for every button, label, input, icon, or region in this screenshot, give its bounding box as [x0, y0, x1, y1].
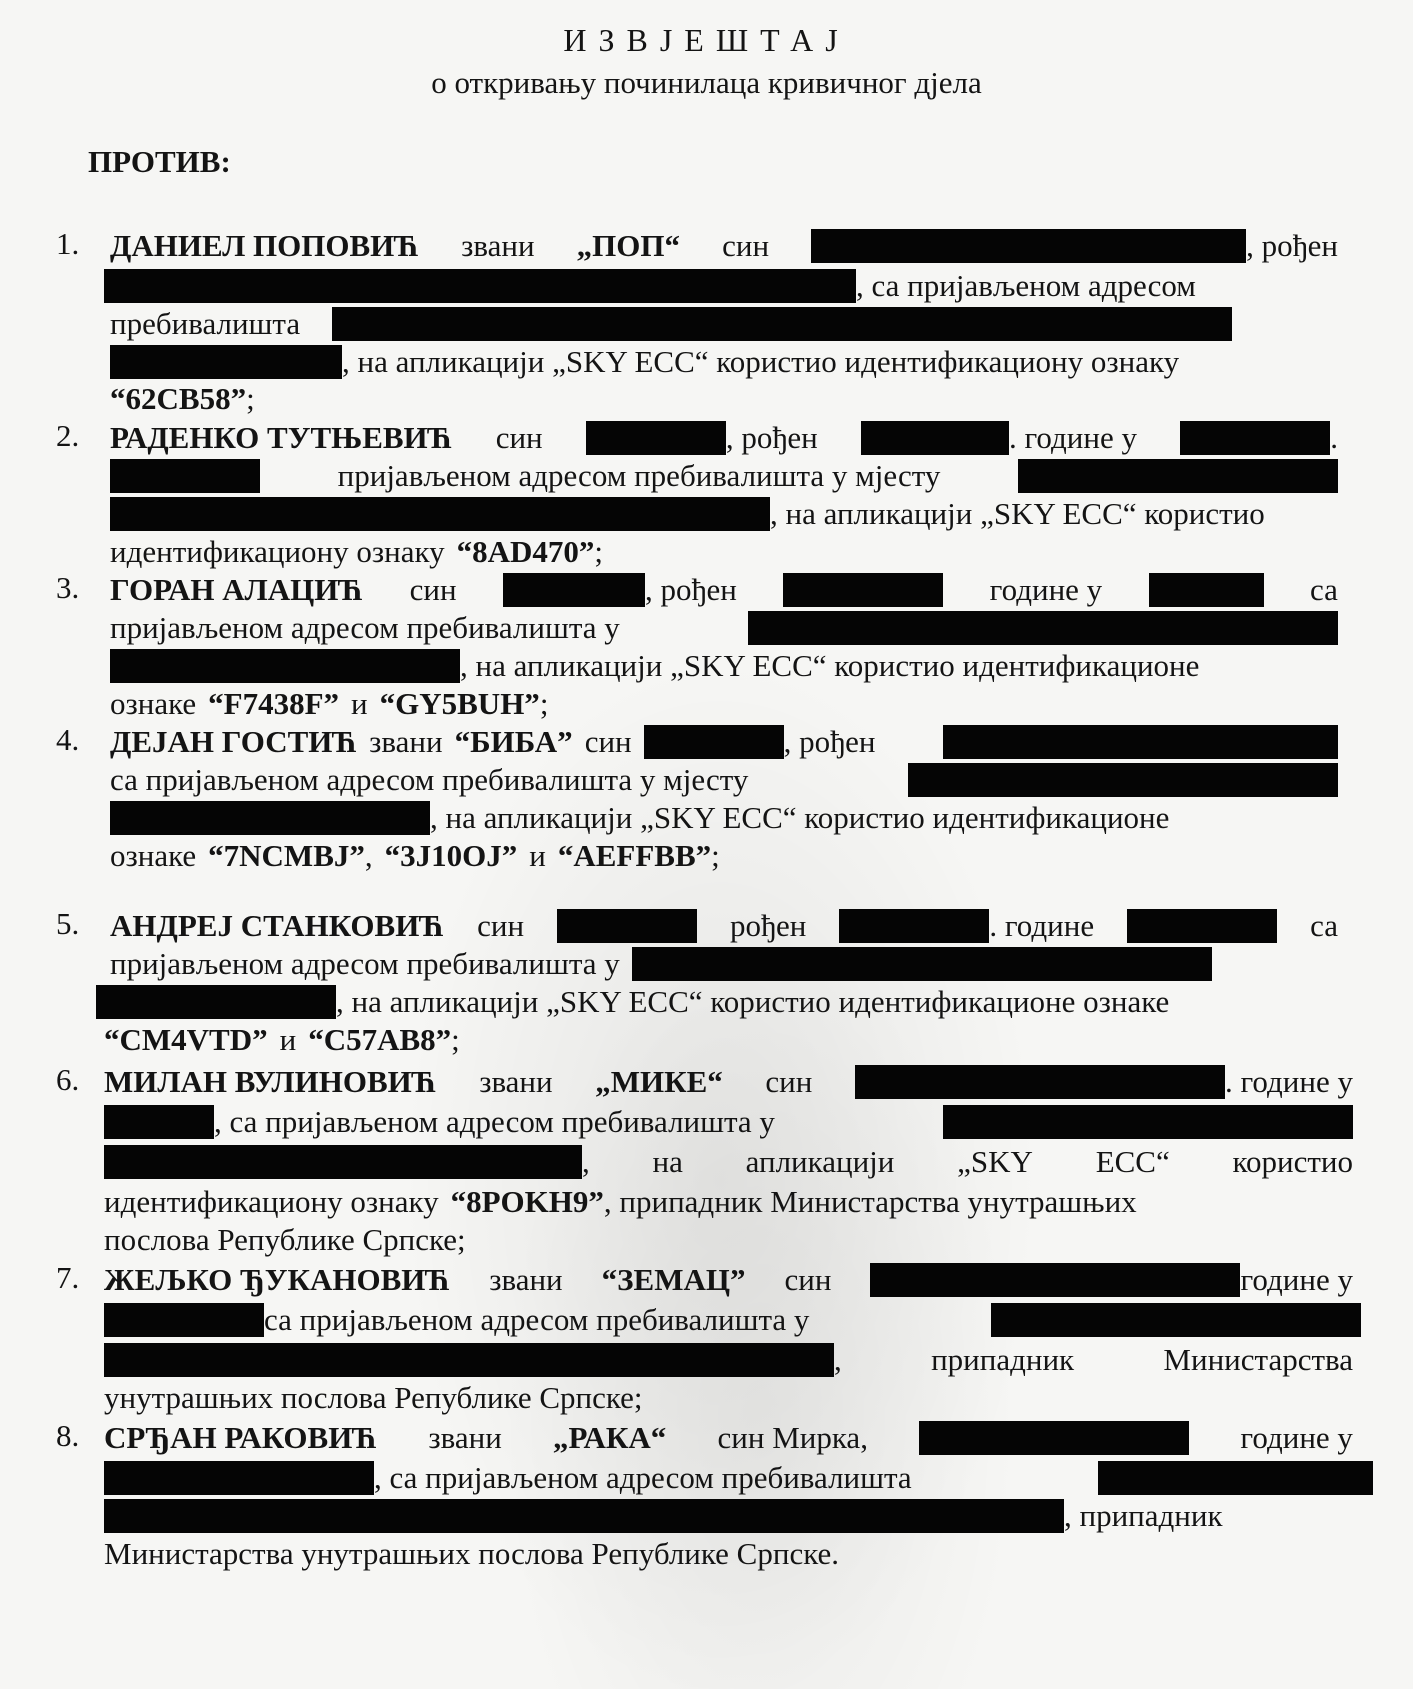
item-text: . године у — [1008, 420, 1137, 455]
item-text: пријављеном адресом пребивалишта у — [110, 946, 620, 981]
redaction-bar — [110, 801, 430, 835]
redaction-bar — [104, 1145, 582, 1179]
redaction-bar — [110, 497, 770, 531]
redaction-bar — [1180, 421, 1330, 455]
redaction-bar — [104, 1461, 374, 1495]
item-text: апликацији — [745, 1144, 895, 1179]
item-text: Министарства — [1163, 1342, 1353, 1377]
redaction-bar — [104, 1343, 834, 1377]
redaction-bar — [783, 573, 943, 607]
item-line — [104, 1182, 1353, 1222]
item-text: године у — [989, 572, 1103, 607]
identifier-code: “7NCMBJ” — [208, 838, 365, 873]
item-text: ; — [451, 1022, 460, 1057]
item-text: користио — [1232, 1144, 1353, 1179]
item-line — [110, 760, 1338, 800]
item-text: идентификациону ознаку — [104, 1184, 439, 1219]
item-number: 3. — [56, 570, 80, 605]
item-number: 6. — [56, 1062, 80, 1097]
redaction-bar — [908, 763, 1338, 797]
item-text: , са пријављеном адресом — [856, 268, 1196, 303]
item-text: , на апликацији „SKY ECC“ користио идентификационе — [460, 648, 1200, 683]
item-text: син — [584, 724, 632, 759]
identifier-code: “8AD470” — [456, 534, 595, 569]
identifier-code: “62CB58” — [110, 381, 247, 416]
item-line — [110, 532, 1338, 572]
identifier-code: “GY5BUH” — [379, 686, 540, 721]
person-name: АНДРЕЈ СТАНКОВИЋ — [110, 908, 445, 943]
item-text: ; — [594, 534, 604, 569]
identifier-code: “CM4VTD” — [104, 1022, 268, 1057]
item-text: , — [582, 1144, 590, 1179]
item-text: , са пријављеном адресом пребивалишта у — [214, 1104, 775, 1139]
item-line — [110, 608, 1338, 648]
redaction-bar — [855, 1065, 1225, 1099]
item-text: и — [279, 1022, 297, 1057]
item-text: син — [495, 420, 543, 455]
report-title: ИЗВЈЕШТАЈ — [563, 22, 850, 58]
item-text: син — [409, 572, 457, 607]
item-line — [104, 1340, 1353, 1380]
item-text: . године у — [1224, 1064, 1353, 1099]
item-text: припадник — [931, 1342, 1075, 1377]
redaction-bar — [1018, 459, 1338, 493]
person-name: МИЛАН ВУЛИНОВИЋ — [104, 1064, 437, 1099]
item-line — [110, 944, 1353, 984]
item-text: ознаке — [110, 838, 197, 873]
item-text: рођен — [730, 908, 807, 943]
identifier-code: “AEFFBB” — [557, 838, 712, 873]
identifier-code: “C57AB8” — [308, 1022, 452, 1057]
redaction-bar — [748, 611, 1338, 645]
item-text: унутрашњих послова Републике Српске; — [104, 1380, 643, 1415]
item-text: и — [351, 686, 368, 721]
nickname: „МИКЕ“ — [595, 1064, 723, 1099]
item-number: 2. — [56, 418, 80, 453]
item-line — [110, 906, 1338, 946]
item-text: син Мирка, — [717, 1420, 868, 1455]
redaction-bar — [110, 459, 260, 493]
against-heading: ПРОТИВ: — [88, 144, 231, 179]
item-text: , — [364, 838, 373, 873]
redaction-bar — [943, 1105, 1353, 1139]
identifier-code: “8POKH9” — [450, 1184, 604, 1219]
item-line — [110, 226, 1338, 266]
item-text: , рођен — [783, 724, 876, 759]
person-name: СРЂАН РАКОВИЋ — [104, 1420, 378, 1455]
redaction-bar — [586, 421, 726, 455]
item-line — [110, 342, 1338, 382]
item-text: пријављеном адресом пребивалишта у мјесту — [337, 458, 941, 493]
item-line — [110, 836, 1338, 876]
item-text: , на апликацији „SKY ECC“ користио — [770, 496, 1265, 531]
redaction-bar — [839, 909, 989, 943]
item-text: пријављеном адресом пребивалишта у — [110, 610, 620, 645]
item-line — [104, 1062, 1353, 1102]
item-line — [110, 379, 1338, 419]
item-line — [110, 494, 1338, 534]
item-text: звани — [369, 724, 443, 759]
redaction-bar — [861, 421, 1009, 455]
item-text: , на апликацији „SKY ECC“ користио идентификационе ознаке — [336, 984, 1170, 1019]
item-text: син — [722, 228, 770, 263]
nickname: “БИБА” — [454, 724, 573, 759]
item-text: са пријављеном адресом пребивалишта у мјесту — [110, 762, 749, 797]
item-text: , на апликацији „SKY ECC“ користио идентификационе — [430, 800, 1170, 835]
nickname: “ЗЕМАЦ” — [601, 1262, 746, 1297]
item-line — [104, 1142, 1353, 1182]
item-line — [104, 1418, 1353, 1458]
item-line — [104, 1496, 1353, 1536]
nickname: „ПОП“ — [576, 228, 681, 263]
redaction-bar — [943, 725, 1338, 759]
item-text: Министарства унутрашњих послова Републике Српске. — [104, 1536, 840, 1571]
item-line — [104, 1020, 1338, 1060]
redaction-bar — [644, 725, 784, 759]
item-line — [110, 722, 1338, 762]
redaction-bar — [811, 229, 1246, 263]
redaction-bar — [1127, 909, 1277, 943]
item-text: ознаке — [110, 686, 197, 721]
item-text: , са пријављеном адресом пребивалишта — [374, 1460, 912, 1495]
redaction-bar — [503, 573, 645, 607]
item-text: са пријављеном адресом пребивалишта у — [264, 1302, 810, 1337]
item-text: звани — [428, 1420, 502, 1455]
item-number: 7. — [56, 1260, 80, 1295]
identifier-code: “3J10OJ” — [384, 838, 518, 873]
item-number: 8. — [56, 1418, 80, 1453]
item-text: ECC“ — [1095, 1144, 1170, 1179]
item-number: 5. — [56, 906, 80, 941]
item-line — [104, 1220, 1338, 1260]
item-line — [104, 1300, 1361, 1340]
item-line — [110, 798, 1338, 838]
item-text: „SKY — [957, 1144, 1033, 1179]
person-name: ДЕЈАН ГОСТИЋ — [110, 724, 358, 759]
item-line — [110, 646, 1338, 686]
redaction-bar — [110, 345, 342, 379]
redaction-bar — [332, 307, 1232, 341]
item-text: . — [1330, 420, 1338, 455]
item-text: године у — [1240, 1420, 1353, 1455]
item-text: идентификациону ознаку — [110, 534, 445, 569]
item-line — [104, 1534, 1338, 1574]
person-name: ГОРАН АЛАЦИЋ — [110, 572, 364, 607]
item-number: 1. — [56, 226, 80, 261]
item-text: . године — [989, 908, 1095, 943]
item-text: , на апликацији „SKY ECC“ користио идентификациону ознаку — [342, 344, 1180, 379]
item-line — [104, 1260, 1353, 1300]
redaction-bar — [104, 269, 856, 303]
item-line — [110, 684, 1338, 724]
redaction-bar — [991, 1303, 1361, 1337]
item-text: звани — [461, 228, 535, 263]
item-text: послова Републике Српске; — [104, 1222, 466, 1257]
item-text: и — [529, 838, 546, 873]
item-text: , припадник — [1064, 1498, 1223, 1533]
item-text: , рођен — [644, 572, 737, 607]
person-name: РАДЕНКО ТУТЊЕВИЋ — [110, 420, 453, 455]
person-name: ЖЕЉКО ЂУКАНОВИЋ — [104, 1262, 451, 1297]
redaction-bar — [1149, 573, 1264, 607]
redaction-bar — [110, 649, 460, 683]
report-subtitle: о откривању починилаца кривичног дјела — [431, 65, 982, 100]
item-number: 4. — [56, 722, 80, 757]
redaction-bar — [557, 909, 697, 943]
item-line — [104, 1378, 1338, 1418]
item-line — [104, 1458, 1373, 1498]
item-text: , рођен — [725, 420, 818, 455]
redaction-bar — [1098, 1461, 1373, 1495]
person-name: ДАНИЕЛ ПОПОВИЋ — [110, 228, 420, 263]
item-text: син — [784, 1262, 832, 1297]
redaction-bar — [104, 1303, 264, 1337]
redaction-bar — [632, 947, 1212, 981]
nickname: „РАКА“ — [553, 1420, 667, 1455]
redaction-bar — [96, 985, 336, 1019]
redaction-bar — [104, 1105, 214, 1139]
item-text: , припадник Министарства унутрашњих — [603, 1184, 1137, 1219]
identifier-code: “F7438F” — [208, 686, 340, 721]
redaction-bar — [919, 1421, 1189, 1455]
item-text: са — [1310, 908, 1338, 943]
redaction-bar — [104, 1499, 1064, 1533]
item-text: , рођен — [1246, 228, 1338, 263]
item-line — [96, 982, 1350, 1022]
item-text: ; — [711, 838, 720, 873]
item-text: , — [834, 1342, 842, 1377]
item-line — [110, 456, 1338, 496]
item-text: син — [477, 908, 525, 943]
item-text: са — [1310, 572, 1338, 607]
item-text: пребивалишта — [110, 306, 301, 341]
item-line — [104, 1102, 1353, 1142]
item-line — [110, 418, 1338, 458]
item-text: син — [765, 1064, 813, 1099]
item-text: звани — [489, 1262, 563, 1297]
item-text: ; — [539, 686, 549, 721]
item-text: ; — [246, 381, 255, 416]
item-text: звани — [479, 1064, 553, 1099]
item-text: на — [652, 1144, 683, 1179]
item-line — [110, 570, 1338, 610]
item-line — [110, 304, 1338, 344]
item-text: године у — [1240, 1262, 1353, 1297]
redaction-bar — [870, 1263, 1240, 1297]
item-line — [110, 266, 1338, 306]
